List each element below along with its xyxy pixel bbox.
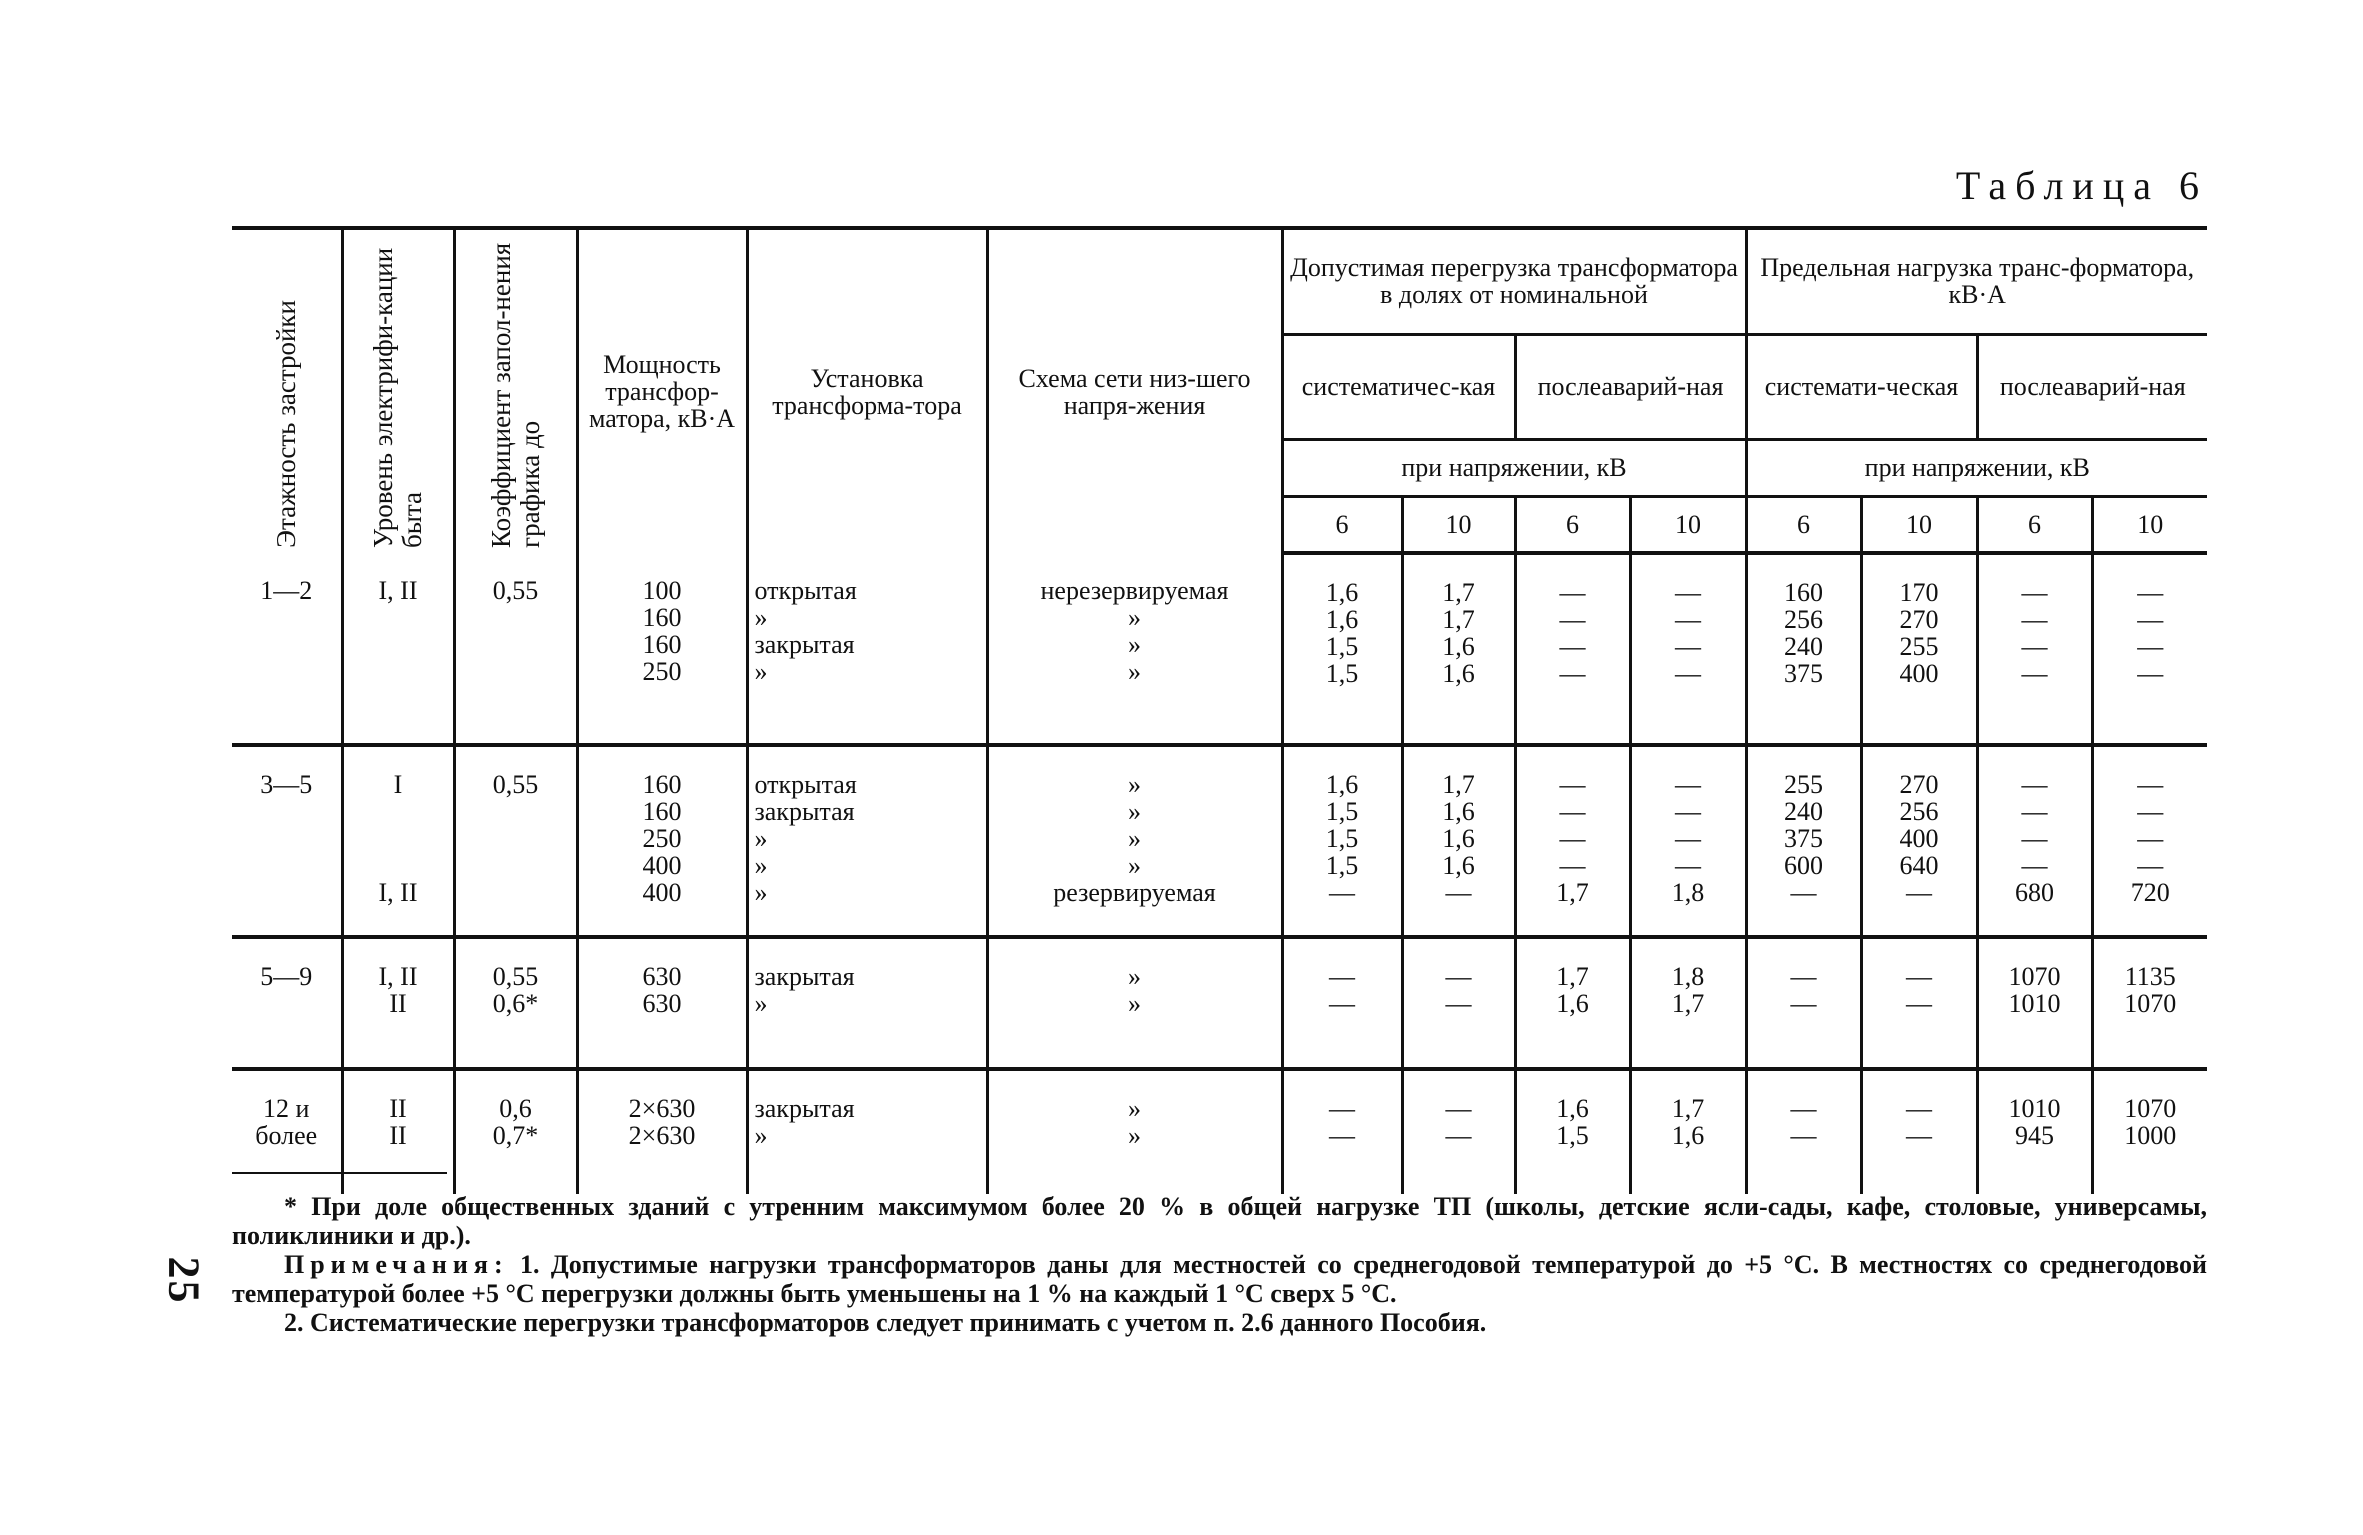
cell-overload: — — — —	[1515, 553, 1630, 745]
table-row	[232, 553, 2207, 745]
header-voltage-value: 6	[1977, 496, 2092, 553]
cell-limit: — —	[1746, 937, 1861, 1069]
cell-overload: — —	[1282, 937, 1402, 1069]
cell-scheme: » »	[987, 937, 1282, 1069]
header-fill-coef: Коэффициент запол-нения графика до	[454, 228, 577, 553]
cell-coef: 0,55 0,6*	[454, 937, 577, 1069]
cell-scheme: » »	[987, 1069, 1282, 1194]
header-voltage-value: 10	[2092, 496, 2207, 553]
cell-overload: 1,6 1,5	[1515, 1069, 1630, 1194]
table-caption: Таблица 6	[1955, 163, 2208, 208]
cell-limit: — —	[1746, 1069, 1861, 1194]
table-row	[232, 745, 2207, 937]
cell-installation: открытая закрытая » » »	[747, 745, 987, 937]
header-voltage-value: 10	[1861, 496, 1977, 553]
cell-overload: — — — — 1,7	[1515, 745, 1630, 937]
cell-overload: 1,6 1,5 1,5 1,5 —	[1282, 745, 1402, 937]
cell-power: 160 160 250 400 400	[577, 745, 747, 937]
header-voltage-overload: при напряжении, кВ	[1282, 440, 1746, 496]
cell-overload: — —	[1402, 937, 1515, 1069]
cell-limit: — — — —	[1977, 553, 2092, 745]
cell-limit: — — — —	[2092, 553, 2207, 745]
cell-overload: — — — —	[1630, 553, 1746, 745]
note-1-text: 1. Допустимые нагрузки трансформаторов даны для местностей со среднегодовой температурой до +5 °С. В местностях со среднегодовой температурой более +5 °С перегрузки должны быть уменьшены на 1 % на каждый 1 °С сверх 5 °С.	[232, 1250, 2207, 1308]
notes-label: Примечания:	[284, 1250, 509, 1279]
cell-power: 100 160 160 250	[577, 553, 747, 745]
header-voltage-value: 6	[1515, 496, 1630, 553]
header-installation: Установка трансформа-тора	[747, 228, 987, 553]
cell-overload: 1,8 1,7	[1630, 937, 1746, 1069]
cell-overload: — —	[1282, 1069, 1402, 1194]
cell-overload: 1,7 1,6	[1630, 1069, 1746, 1194]
cell-overload: 1,7 1,6	[1515, 937, 1630, 1069]
cell-installation: закрытая »	[747, 1069, 987, 1194]
note-1	[232, 1250, 2207, 1308]
cell-power: 630 630	[577, 937, 747, 1069]
cell-floors: 12 и более	[232, 1069, 342, 1194]
cell-overload: 1,7 1,6 1,6 1,6 —	[1402, 745, 1515, 937]
cell-limit: 1070 1010	[1977, 937, 2092, 1069]
header-voltage-limit: при напряжении, кВ	[1746, 440, 2207, 496]
cell-limit: 255 240 375 600 —	[1746, 745, 1861, 937]
cell-scheme: » » » » резервируемая	[987, 745, 1282, 937]
note-2: 2. Систематические перегрузки трансформаторов следует принимать с учетом п. 2.6 данного Пособия.	[284, 1308, 1487, 1337]
cell-overload: 1,7 1,7 1,6 1,6	[1402, 553, 1515, 745]
header-electrification: Уровень электрифи-кации быта	[342, 228, 454, 553]
header-post-emergency-overload: послеаварий-ная	[1515, 334, 1746, 440]
cell-limit: — —	[1861, 937, 1977, 1069]
cell-overload: — —	[1402, 1069, 1515, 1194]
cell-scheme: нерезервируемая » » »	[987, 553, 1282, 745]
header-post-emergency-limit: послеаварий-ная	[1977, 334, 2207, 440]
cell-overload: 1,6 1,6 1,5 1,5	[1282, 553, 1402, 745]
header-scheme: Схема сети низ-шего напря-жения	[987, 228, 1282, 553]
cell-limit: 170 270 255 400	[1861, 553, 1977, 745]
header-voltage-value: 10	[1402, 496, 1515, 553]
header-limit-load: Предельная нагрузка транс-форматора, кВ·А	[1746, 228, 2207, 334]
header-voltage-value: 10	[1630, 496, 1746, 553]
cell-floors: 3—5	[232, 745, 342, 937]
cell-installation: закрытая »	[747, 937, 987, 1069]
cell-power: 2×630 2×630	[577, 1069, 747, 1194]
header-voltage-value: 6	[1746, 496, 1861, 553]
cell-limit: 270 256 400 640 —	[1861, 745, 1977, 937]
cell-floors: 5—9	[232, 937, 342, 1069]
cell-limit: — — — — 720	[2092, 745, 2207, 937]
cell-level: I, II II	[342, 937, 454, 1069]
cell-level: I I, II	[342, 745, 454, 937]
cell-coef: 0,55	[454, 553, 577, 745]
footnote-divider	[232, 1172, 447, 1174]
cell-overload: — — — — 1,8	[1630, 745, 1746, 937]
header-floors: Этажность застройки	[232, 228, 342, 553]
header-systematic-overload: систематичес-кая	[1282, 334, 1515, 440]
cell-limit: 160 256 240 375	[1746, 553, 1861, 745]
cell-limit: 1070 1000	[2092, 1069, 2207, 1194]
header-voltage-value: 6	[1282, 496, 1402, 553]
cell-limit: 1010 945	[1977, 1069, 2092, 1194]
header-systematic-limit: системати-ческая	[1746, 334, 1977, 440]
footnote-asterisk: * При доле общественных зданий с утренним максимумом более 20 % в общей нагрузке ТП (школы, детские ясли-сады, кафе, столовые, универсамы, поликлиники и др.).	[232, 1192, 2207, 1250]
cell-level: I, II	[342, 553, 454, 745]
header-overload: Допустимая перегрузка трансформатора в долях от номинальной	[1282, 228, 1746, 334]
cell-limit: 1135 1070	[2092, 937, 2207, 1069]
cell-coef: 0,55	[454, 745, 577, 937]
load-table	[232, 226, 2207, 1194]
cell-coef: 0,6 0,7*	[454, 1069, 577, 1194]
cell-floors: 1—2	[232, 553, 342, 745]
table-row	[232, 937, 2207, 1069]
header-power: Мощность трансфор-матора, кВ·А	[577, 228, 747, 553]
footnotes	[232, 1172, 2207, 1337]
cell-level: II II	[342, 1069, 454, 1194]
page-number: 25	[159, 1256, 209, 1305]
cell-limit: — —	[1861, 1069, 1977, 1194]
cell-installation: открытая » закрытая »	[747, 553, 987, 745]
cell-limit: — — — — 680	[1977, 745, 2092, 937]
